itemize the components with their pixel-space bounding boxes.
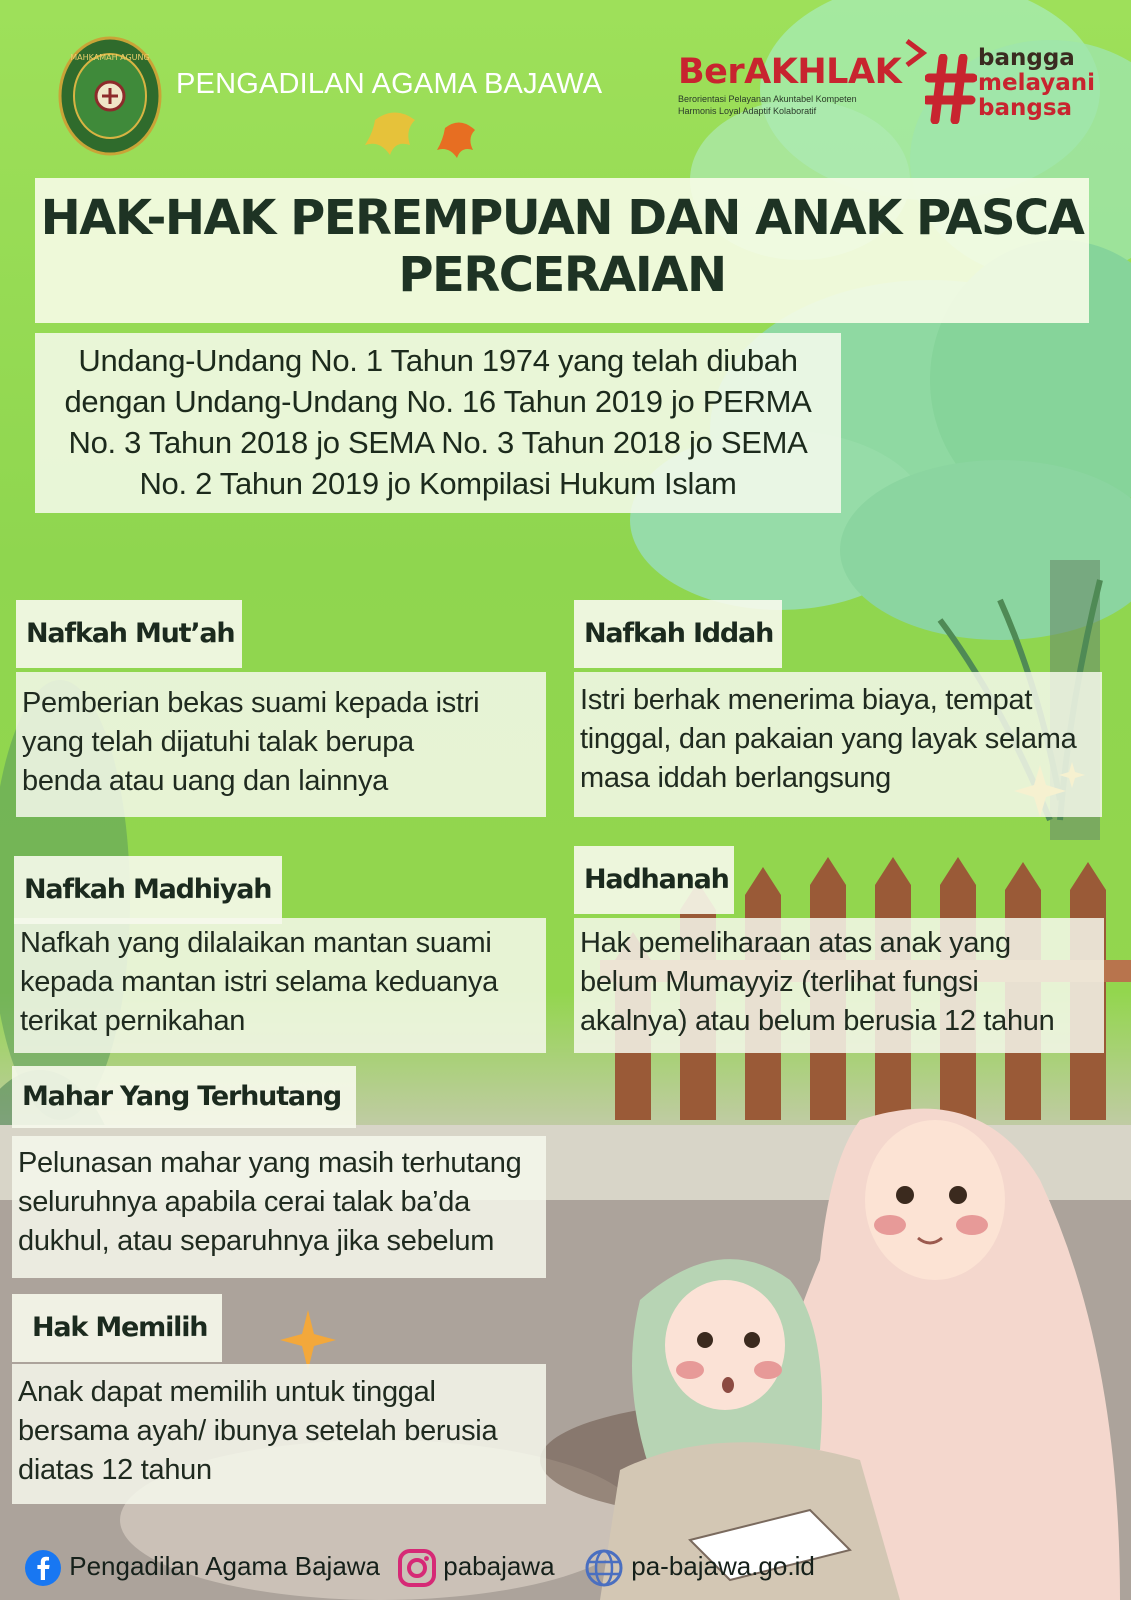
madhiyah-description: [14, 918, 546, 1053]
facebook-icon: [24, 1549, 62, 1587]
bangga-line-1: bangga: [978, 45, 1075, 71]
globe-icon: [584, 1548, 624, 1588]
footer-instagram[interactable]: [398, 1546, 555, 1586]
memilih-label: Hak Memilih: [12, 1294, 222, 1362]
mutah-line-1: Pemberian bekas suami kepada istri: [22, 687, 480, 719]
mutah-description: [16, 672, 546, 817]
law-line-2: dengan Undang-Undang No. 16 Tahun 2019 jo PERMA: [64, 384, 812, 419]
organization-name: PENGADILAN AGAMA BAJAWA: [176, 68, 603, 100]
iddah-line-2: tinggal, dan pakaian yang layak selama: [580, 723, 1077, 755]
hadhanah-line-2: belum Mumayyiz (terlihat fungsi: [580, 966, 979, 998]
instagram-label: pabajawa: [443, 1551, 555, 1581]
law-line-3: No. 3 Tahun 2018 jo SEMA No. 3 Tahun 2018 jo SEMA: [68, 425, 808, 460]
mahar-description: [12, 1136, 546, 1278]
seal-text: MAHKAMAH AGUNG: [70, 53, 150, 62]
iddah-line-3: masa iddah berlangsung: [580, 762, 892, 794]
mutah-line-3: benda atau uang dan lainnya: [22, 765, 389, 797]
memilih-line-2: bersama ayah/ ibunya setelah berusia: [18, 1415, 498, 1447]
bangga-line-3: bangsa: [978, 95, 1073, 121]
law-reference: [35, 333, 841, 504]
bangga-line-2: melayani: [978, 70, 1096, 96]
berakhlak-logo: [678, 52, 918, 132]
mahar-line-3: dukhul, atau separuhnya jika sebelum: [18, 1225, 495, 1257]
memilih-line-3: diatas 12 tahun: [18, 1454, 212, 1486]
footer-facebook[interactable]: [24, 1546, 380, 1586]
law-line-4: No. 2 Tahun 2019 jo Kompilasi Hukum Islam: [139, 466, 737, 501]
mahkamah-agung-seal-icon: [58, 36, 162, 156]
berakhlak-tagline-2: Harmonis Loyal Adaptif Kolaboratif: [678, 106, 817, 116]
iddah-label: Nafkah Iddah: [574, 600, 782, 668]
title-line-2: PERCERAIAN: [398, 247, 726, 303]
madhiyah-line-2: kepada mantan istri selama keduanya: [20, 966, 498, 998]
bangga-melayani-bangsa: [978, 46, 1095, 121]
memilih-line-1: Anak dapat memilih untuk tinggal: [18, 1376, 436, 1408]
iddah-line-1: Istri berhak menerima biaya, tempat: [580, 684, 1033, 716]
website-label: pa-bajawa.go.id: [631, 1551, 815, 1581]
instagram-icon: [398, 1549, 436, 1587]
title-box: [35, 178, 1089, 323]
hadhanah-line-3: akalnya) atau belum berusia 12 tahun: [580, 1005, 1055, 1037]
madhiyah-label: Nafkah Madhiyah: [14, 856, 282, 924]
iddah-description: [574, 672, 1102, 817]
berakhlak-wordmark: BerAKHLAK: [678, 52, 902, 92]
mahar-label: Mahar Yang Terhutang: [12, 1066, 356, 1128]
hadhanah-label: Hadhanah: [574, 846, 734, 914]
hadhanah-description: [574, 918, 1104, 1053]
mahar-line-1: Pelunasan mahar yang masih terhutang: [18, 1147, 522, 1179]
madhiyah-line-3: terikat pernikahan: [20, 1005, 246, 1037]
footer-website[interactable]: [584, 1546, 815, 1586]
mutah-label: Nafkah Mut’ah: [16, 600, 242, 668]
page-title: [35, 178, 1089, 304]
mutah-line-2: yang telah dijatuhi talak berupa: [22, 726, 414, 758]
madhiyah-line-1: Nafkah yang dilalaikan mantan suami: [20, 927, 492, 959]
berakhlak-tagline-1: Berorientasi Pelayanan Akuntabel Kompeten: [678, 94, 857, 104]
hashtag-icon: [925, 54, 977, 124]
law-line-1: Undang-Undang No. 1 Tahun 1974 yang telah diubah: [78, 343, 798, 378]
hadhanah-line-1: Hak pemeliharaan atas anak yang: [580, 927, 1011, 959]
mahar-line-2: seluruhnya apabila cerai talak ba’da: [18, 1186, 470, 1218]
memilih-description: [12, 1364, 546, 1504]
title-line-1: HAK-HAK PEREMPUAN DAN ANAK PASCA: [40, 190, 1084, 246]
law-reference-box: [35, 333, 841, 513]
facebook-label: Pengadilan Agama Bajawa: [69, 1551, 381, 1581]
